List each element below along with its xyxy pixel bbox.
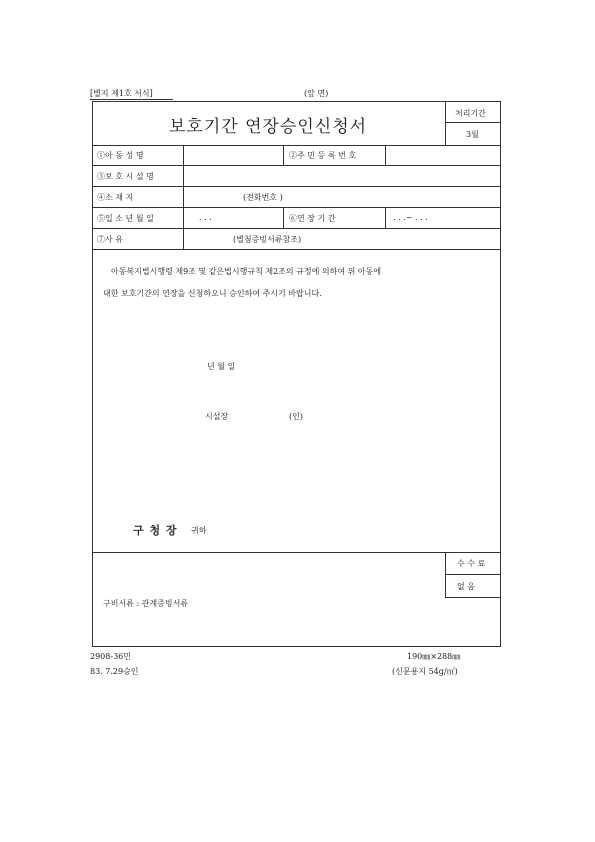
fee-bottom (445, 597, 501, 598)
page-side-label: (앞 면) (304, 89, 329, 98)
extension-period-label: ⑥연 장 기 간 (289, 214, 336, 223)
processing-period-value: 3월 (466, 130, 479, 139)
required-documents: 구비서류 : 관계증빙서류 (103, 599, 189, 608)
row-line-4 (93, 207, 501, 208)
row-line-2 (93, 165, 501, 166)
recipient-honorific: 귀하 (191, 526, 207, 535)
paper-type: (신문용지 54g/㎡) (392, 667, 458, 676)
row-line-1 (93, 145, 501, 146)
child-name-label: ①아 동 성 명 (97, 151, 144, 160)
fee-value: 없 음 (457, 582, 475, 591)
application-statement-line-1: 아동복지법시행령 제9조 및 같은법시행규칙 제2조의 규정에 의하여 위 아동에 (111, 267, 382, 276)
fee-label: 수 수 료 (457, 559, 486, 568)
phone-number-label: (전화번호 ) (243, 193, 283, 202)
form-code: 2908-36민 (90, 652, 131, 661)
row-line-6 (93, 249, 501, 250)
row1-middle-divider (283, 145, 284, 165)
recipient-title: 구 청 장 (133, 524, 178, 537)
row-line-5 (93, 228, 501, 229)
reason-value: (별첨증빙서류참조) (233, 235, 302, 244)
processing-split (445, 122, 501, 123)
bottom-section-line (93, 552, 501, 553)
row5-right-divider (385, 207, 386, 228)
location-label: ④소 재 지 (97, 193, 134, 202)
row-line-3 (93, 186, 501, 187)
application-form (92, 101, 501, 647)
fee-split (445, 574, 501, 575)
admission-date-label: ⑤입 소 년 월 일 (97, 214, 154, 223)
processing-divider (445, 102, 446, 145)
label-column-divider (183, 145, 184, 249)
paper-size: 190㎜×288㎜ (407, 652, 461, 661)
reason-label: ⑦사 유 (97, 235, 123, 244)
header-underline (90, 99, 173, 100)
processing-period-label: 처리기간 (455, 109, 486, 118)
row5-middle-divider (283, 207, 284, 228)
seal-mark: (인) (289, 412, 303, 421)
application-date: 년 월 일 (207, 362, 236, 371)
facility-director-label: 시설장 (205, 412, 229, 421)
admission-date-value: . . . (199, 213, 212, 222)
form-title: 보호기간 연장승인신청서 (169, 117, 368, 137)
row1-right-divider (385, 145, 386, 165)
facility-name-label: ③보 호 시 설 명 (97, 172, 154, 181)
application-statement-line-2: 대한 보호기간의 연장을 신청하오니 승인하여 주시기 바랍니다. (103, 289, 322, 298)
approval-date: 83. 7.29승인 (90, 667, 139, 676)
form-number-label: [별지 제1호 서식] (90, 89, 153, 98)
extension-period-value: . . .~ . . . (393, 213, 428, 222)
resident-number-label: ②주 민 등 록 번 호 (289, 151, 357, 160)
